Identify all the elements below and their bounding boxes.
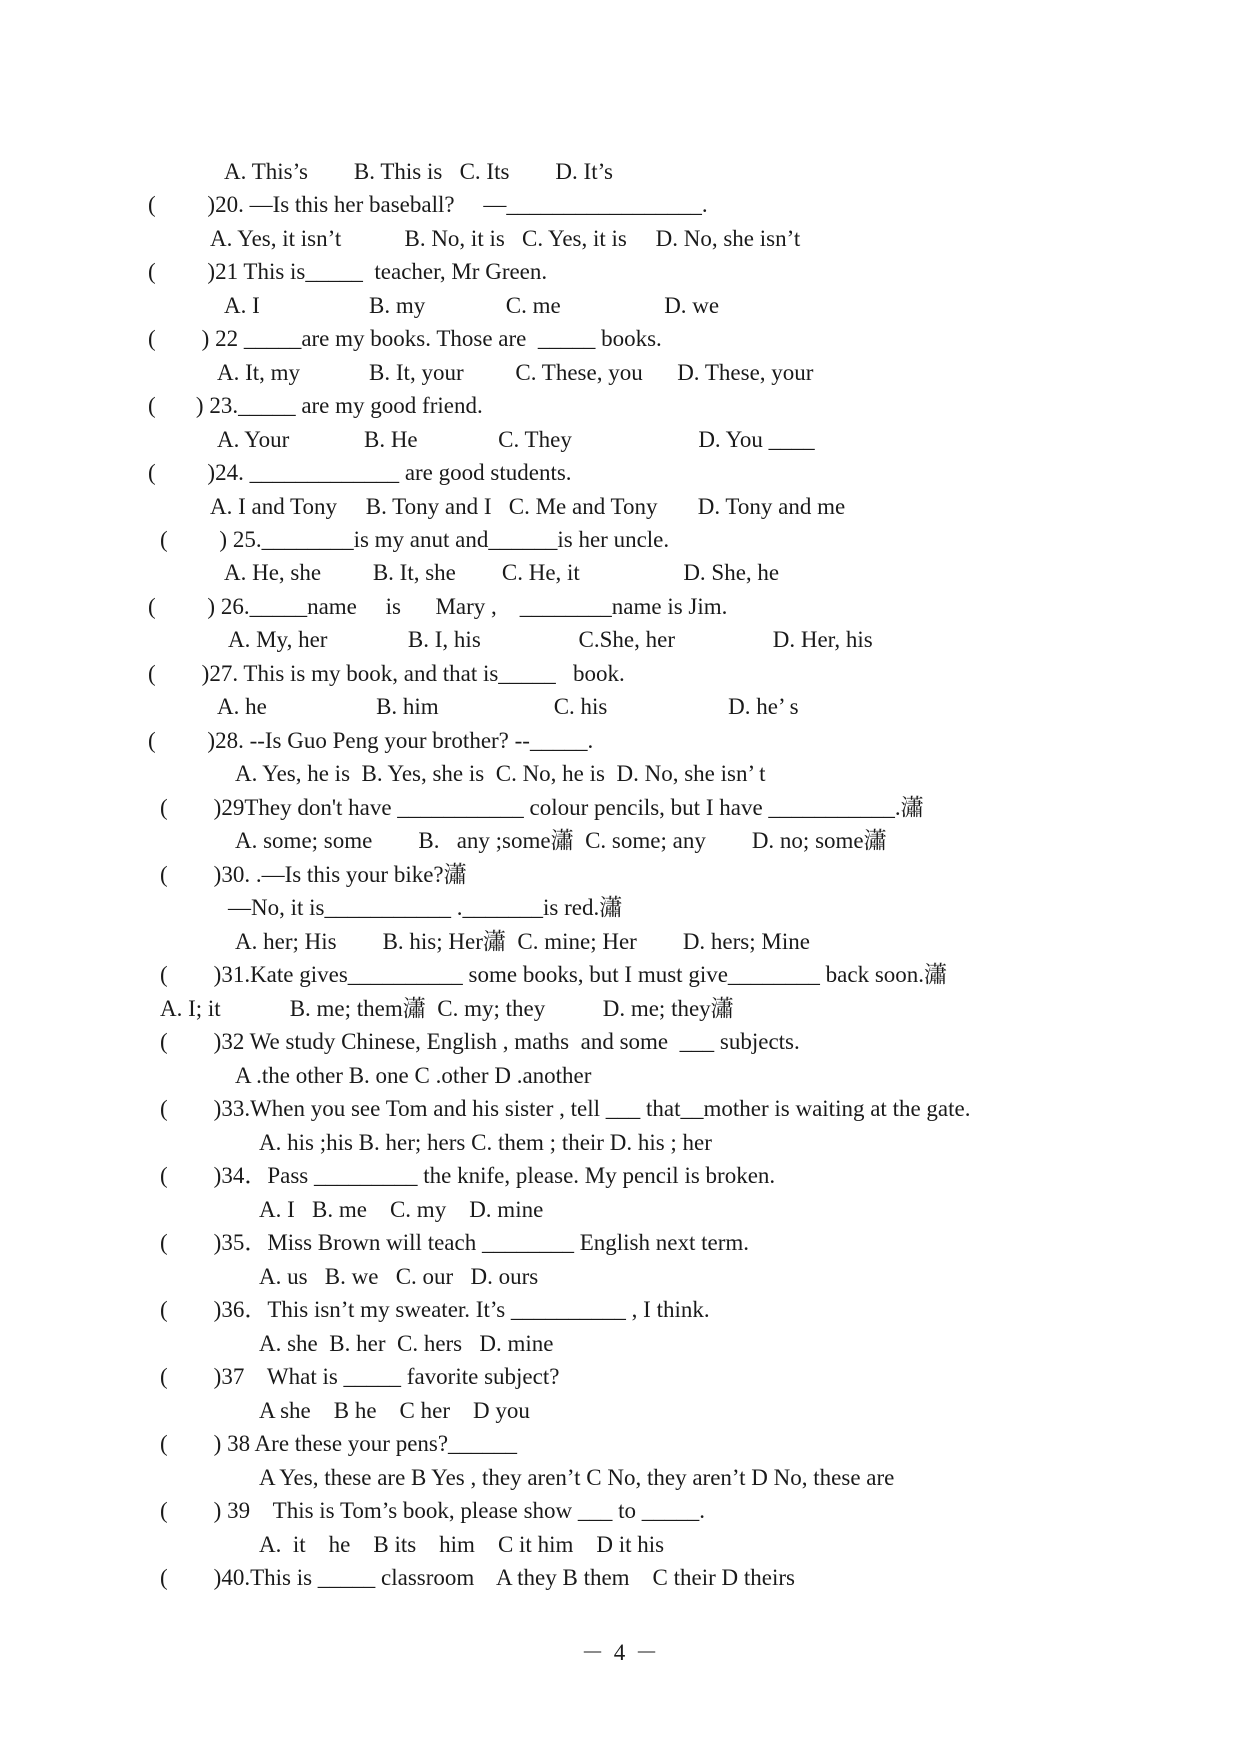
question-28-options: A. Yes, he is B. Yes, she is C. No, he is D. No, she isn’ t — [235, 761, 766, 786]
question-34-options: A. I B. me C. my D. mine — [259, 1197, 544, 1222]
question-19-options: A. This’s B. This is C. Its D. It’s — [224, 159, 613, 184]
question-21: ( )21 This is_____ teacher, Mr Green. — [148, 259, 548, 284]
question-37: ( )37 What is _____ favorite subject? — [160, 1364, 560, 1389]
question-32: ( )32 We study Chinese, English , maths and some ___ subjects. — [160, 1029, 800, 1054]
question-36: ( )36．This isn’t my sweater. It’s __________ , I think. — [160, 1297, 710, 1322]
question-35: ( )35．Miss Brown will teach ________ English next term. — [160, 1230, 749, 1255]
question-28: ( )28. --Is Guo Peng your brother? --_____. — [148, 728, 594, 753]
question-36-options: A. she B. her C. hers D. mine — [259, 1331, 554, 1356]
question-25: ( ) 25.________is my anut and______is her uncle. — [160, 527, 670, 552]
question-39-options: A. it he B its him C it him D it his — [259, 1532, 665, 1557]
question-22-options: A. It, my B. It, your C. These, you D. These, your — [217, 360, 814, 385]
question-26-options: A. My, her B. I, his C.She, her D. Her, his — [228, 627, 873, 652]
question-24-options: A. I and Tony B. Tony and I C. Me and Tony D. Tony and me — [210, 494, 846, 519]
question-40: ( )40.This is _____ classroom A they B them C their D theirs — [160, 1565, 796, 1590]
question-20-options: A. Yes, it isn’t B. No, it is C. Yes, it is D. No, she isn’t — [210, 226, 801, 251]
question-24: ( )24. _____________ are good students. — [148, 460, 572, 485]
question-21-options: A. I B. my C. me D. we — [224, 293, 720, 318]
page-number: － 4 － — [581, 1640, 660, 1665]
question-23-options: A. Your B. He C. They D. You ____ — [217, 427, 815, 452]
question-35-options: A. us B. we C. our D. ours — [259, 1264, 539, 1289]
question-30: ( )30. .—Is this your bike?瀟 — [160, 862, 467, 887]
question-38-options: A Yes, these are B Yes , they aren’t C No, they aren’t D No, these are — [259, 1465, 895, 1490]
question-22: ( ) 22 _____are my books. Those are _____ books. — [148, 326, 662, 351]
question-37-options: A she B he C her D you — [259, 1398, 530, 1423]
question-23: ( ) 23._____ are my good friend. — [148, 393, 483, 418]
question-33: ( )33.When you see Tom and his sister , tell ___ that__mother is waiting at the gate. — [160, 1096, 971, 1121]
question-30-options: A. her; His B. his; Her瀟 C. mine; Her D. hers; Mine — [235, 929, 810, 954]
question-31: ( )31.Kate gives__________ some books, but I must give________ back soon.瀟 — [160, 962, 948, 987]
question-32-options: A .the other B. one C .other D .another — [235, 1063, 592, 1088]
question-27: ( )27. This is my book, and that is_____ book. — [148, 661, 625, 686]
question-20: ( )20. —Is this her baseball? —_________________. — [148, 192, 708, 217]
question-31-options: A. I; it B. me; them瀟 C. my; they D. me; they瀟 — [160, 996, 734, 1021]
question-30-answer: —No, it is___________ ._______is red.瀟 — [228, 895, 623, 920]
question-29-options: A. some; some B. any ;some瀟 C. some; any D. no; some瀟 — [235, 828, 887, 853]
question-29: ( )29They don't have ___________ colour pencils, but I have ___________.瀟 — [160, 795, 924, 820]
question-26: ( ) 26._____name is Mary , ________name is Jim. — [148, 594, 728, 619]
question-39: ( ) 39 This is Tom’s book, please show ___ to _____. — [160, 1498, 706, 1523]
question-33-options: A. his ;his B. her; hers C. them ; their D. his ; her — [259, 1130, 712, 1155]
question-25-options: A. He, she B. It, she C. He, it D. She, he — [224, 560, 780, 585]
question-38: ( ) 38 Are these your pens?______ — [160, 1431, 518, 1456]
question-34: ( )34．Pass _________ the knife, please. My pencil is broken. — [160, 1163, 776, 1188]
question-27-options: A. he B. him C. his D. he’ s — [217, 694, 799, 719]
